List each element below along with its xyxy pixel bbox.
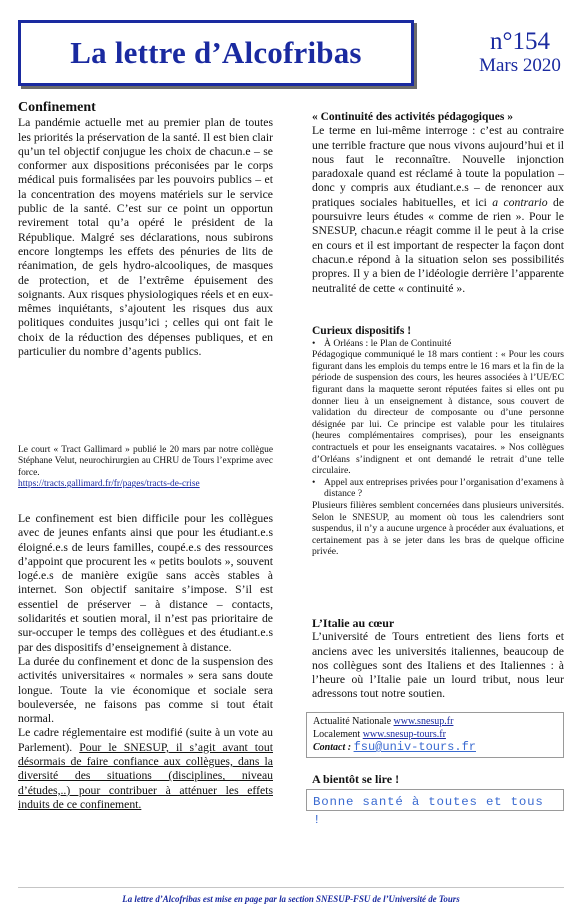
curieux-paragraph-1: Pédagogique communiqué le 18 mars contient : « Pour les cours figurant dans les emplois du temps entre le 16 mars et la fin de la période de suspension des cours, les heures associées à l’UE/EC figurant dans la maquette seront réputées faites si elles ont pu donner lieu à un enseignement à distance, sous couvert de validation du directeur de composante ou d’une personne désignée par lui. Ce principe est valable pour les titulaires (heures complémentaires comprises), pour les enseignants contractuels et pour les enseignants vacataires. » Nos collègues d’Orléans s’indignent et ont demandé le retrait d’une telle circulaire.: [312, 349, 564, 477]
curieux-paragraph-2: Plusieurs filières semblent concernées dans plusieurs universités. Selon le SNESUP, au moment où tous les calendriers sont suspendus, il n’y a aucune urgence à procéder aux évaluations, et certainement pas à se jeter dans les bras de quelque officine privée.: [312, 499, 564, 558]
continuite-text-b: de poursuivre leurs études « comme de rien ». Pour le SNESUP, chacun.e réagit comme il le peut à la crise en cours et il est important de respecter la façon dont chacun.e répond à la situation selon ses possibilités propres. Il y a bien de l’idéologie derrière l’apparente neutralité de cette « continuité ».: [312, 195, 565, 295]
gallimard-note-text: Le court « Tract Gallimard » publié le 20 mars par notre collègue Stéphane Velut, neurochirurgien au CHRU de Tours l’exprime avec force.: [18, 445, 273, 478]
confinement-heading: Confinement: [18, 100, 96, 115]
issue-number: n°154: [490, 28, 550, 55]
curieux-bullet-2: [312, 477, 564, 500]
snesup-national-link[interactable]: www.snesup.fr: [393, 716, 454, 727]
confinement-paragraph-2: Le confinement est bien difficile pour les collègues avec de jeunes enfants ainsi que pour les étudiant.e.s éloigné.e.s de leurs familles, coupé.e.s des ressources d’appoint que procurent les « petits boulots », souvent logé.e.s de manière exigüe sans accès stables à internet. Son objectif sanitaire s’impose. S’il est essentiel de préserver – à distance – contacts, solidarités et soutien moral, il n’est pas prioritaire de sur-occuper le temps des collègues et des étudiant.e.s par des dispositifs d’enseignement à distance.: [18, 512, 273, 654]
italie-article: [312, 616, 564, 702]
masthead-box: [18, 20, 414, 86]
contact-label: Contact :: [313, 742, 352, 753]
curieux-bullet-1-text: À Orléans : le Plan de Continuité: [324, 337, 452, 349]
confinement-paragraph-3: La durée du confinement et donc de la suspension des activités universitaires « normales » sera sans doute longue. Toute la vie économique et sociale sera bouleversée, ne faisons pas comme si tout était normal.: [18, 654, 273, 726]
continuite-heading: « Continuité des activités pédagogiques »: [312, 111, 513, 123]
curieux-heading: Curieux dispositifs !: [312, 325, 412, 337]
contact-email-row: [313, 741, 557, 754]
contact-box: [306, 712, 564, 758]
footer-credit: La lettre d’Alcofribas est mise en page par la section SNESUP-FSU de l’Université de Tours: [122, 894, 460, 904]
confinement-paragraph-1: La pandémie actuelle met au premier plan de toutes les priorités la préservation de la santé. Il est bien clair qu’un tel objectif conjugue les choix de chacun.e – se conformer aux dispositions préconisées par le corps médical puis formalisées par les pouvoirs publics – et la concentration des moyens matériels sur le service public de la santé. C’est sur ce point un opportun revirement total qu’a opéré le président de la République. Malgré ses déclarations, nous subirons encore longtemps les effets des pénuries de lits de réanimation, de gels hydro-alcooliques, de masques de protection, et de l’extrême épuisement des soignants. Aux risques physiologiques réels et en eux-mêmes inquiétants, s’ajoutent les risques dus aux politiques conduites jusqu’ici ; celles qui ont fait le choix de la réduction des dépenses publiques, et en particulier du nombre d’agents publics.: [18, 116, 273, 359]
continuite-article: [312, 110, 564, 296]
local-label: Localement: [313, 729, 361, 740]
contact-national-row: [313, 715, 557, 728]
issue-date: Mars 2020: [479, 55, 561, 76]
issue-info: [470, 28, 570, 77]
bullet-icon: •: [312, 476, 316, 488]
confinement-paragraph-4-plain: Le cadre réglementaire est modifié (suite à un vote au Parlement).: [18, 726, 273, 754]
curieux-bullet-2-text: Appel aux entreprises privées pour l’organisation d’examens à distance ?: [324, 476, 564, 500]
closing-heading: A bientôt se lire !: [312, 772, 400, 786]
bullet-icon: •: [312, 337, 316, 349]
national-label: Actualité Nationale: [313, 716, 392, 727]
continuite-paragraph: [312, 124, 564, 296]
contact-email-link[interactable]: fsu@univ-tours.fr: [353, 740, 476, 754]
curieux-bullet-1: [312, 338, 564, 350]
confinement-paragraph-4: [18, 726, 273, 812]
confinement-paragraph-4-underlined: Pour le SNESUP, il s’agit avant tout désormais de faire confiance aux collègues, dans la diversité des situations (disciplines, niveau d’études,..) pour contribuer à atténuer les effets induits de ce confinement.: [18, 740, 273, 811]
confinement-continued: [18, 512, 273, 812]
italie-heading: L’Italie au cœur: [312, 616, 395, 630]
footer-divider: [18, 887, 564, 888]
gallimard-tract-link[interactable]: https://tracts.gallimard.fr/fr/pages/tracts-de-crise: [18, 479, 200, 490]
closing-message: Bonne santé à toutes et tous !: [313, 795, 544, 827]
italie-paragraph: L’université de Tours entretient des liens forts et anciens avec les universités italiennes, beaucoup de nos collègues sont des Italiens et des Italiennes : à l’heure où l’Italie paie un lourd tribut, nous leur adressons tout notre soutien.: [312, 630, 564, 701]
closing-box: [306, 789, 564, 827]
newsletter-title: La lettre d’Alcofribas: [70, 35, 362, 70]
continuite-text-a: Le terme en lui-même interroge : c’est au contraire une terrible fracture que nous vivons aujourd’hui et il nous faut le reconnaître. Nouvelle injonction paradoxale quand est réclamé à toute la population – donc y compris aux étudiant.e.s – de renoncer aux pratiques sociales habituelles, et ici: [312, 124, 564, 209]
gallimard-note: [18, 445, 273, 491]
curieux-article: [312, 326, 564, 558]
confinement-article: [18, 101, 273, 359]
snesup-tours-link[interactable]: www.snesup-tours.fr: [362, 729, 446, 740]
continuite-italic: a contrario: [492, 195, 548, 209]
